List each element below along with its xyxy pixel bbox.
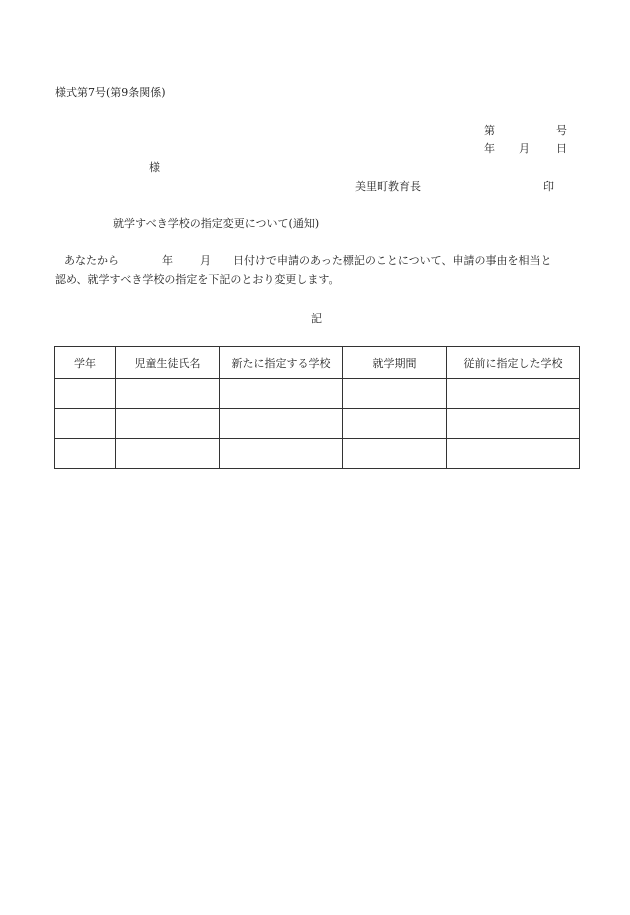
table-cell [447,379,580,409]
table-cell [220,409,343,439]
header-student-name: 児童生徒氏名 [116,347,220,379]
table-cell [343,379,447,409]
table-cell [55,379,116,409]
table-cell [343,409,447,439]
document-number-suffix: 号 [556,124,567,137]
date-day-label: 日 [556,142,567,155]
table-cell [447,409,580,439]
table-cell [116,439,220,469]
table-header-row [55,347,580,379]
records-table [54,346,580,469]
date-year-label: 年 [484,142,495,155]
header-grade: 学年 [55,347,116,379]
body-month: 月 [200,254,211,267]
date-month-label: 月 [519,142,530,155]
table-cell [220,439,343,469]
table-cell [343,439,447,469]
body-rest: 日付けで申請のあった標記のことについて、申請の事由を相当と [233,254,552,267]
table-row [55,409,580,439]
document-subject: 就学すべき学校の指定変更について(通知) [113,217,320,230]
ki-heading: 記 [311,312,322,325]
addressee-honorific: 様 [149,161,160,174]
table-cell [55,439,116,469]
header-enrollment-period: 就学期間 [343,347,447,379]
table-cell [116,379,220,409]
table-row [55,439,580,469]
issuer-title: 美里町教育長 [355,180,421,193]
seal-mark: 印 [543,180,554,193]
table-cell [220,379,343,409]
table-cell [447,439,580,469]
table-row [55,379,580,409]
body-prefix: あなたから [64,254,119,267]
document-number-prefix: 第 [484,124,495,137]
header-new-school: 新たに指定する学校 [220,347,343,379]
table-cell [55,409,116,439]
header-previous-school: 従前に指定した学校 [447,347,580,379]
body-year: 年 [162,254,173,267]
table-cell [116,409,220,439]
body-line-2: 認め、就学すべき学校の指定を下記のとおり変更します。 [55,273,340,286]
form-number-label: 様式第7号(第9条関係) [55,86,166,99]
